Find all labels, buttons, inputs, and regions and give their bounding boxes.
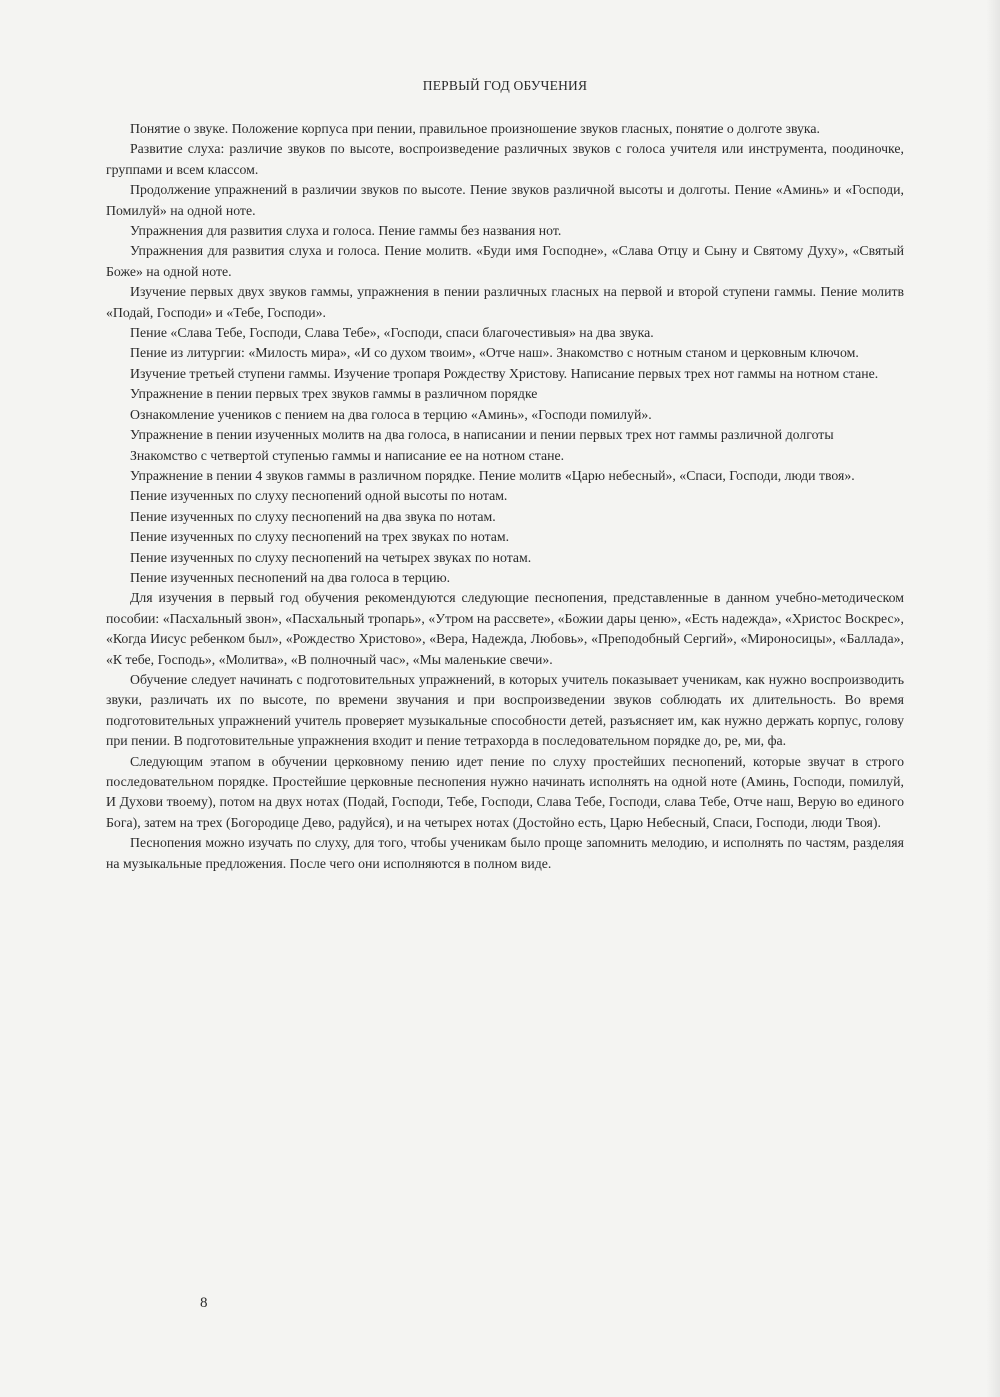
paragraph: Знакомство с четвертой ступенью гаммы и написание ее на нотном стане. [130,447,565,463]
paragraph: Пение изученных по слуху песнопений одной высоты по нотам. [130,488,508,504]
paragraph: Упражнения для развития слуха и голоса. Пение гаммы без названия нот. [130,223,562,239]
page-title: ПЕРВЫЙ ГОД ОБУЧЕНИЯ [422,78,588,93]
paragraph: Упражнение в пении первых трех звуков гаммы в различном порядке [130,386,538,402]
page-number: 8 [200,1295,208,1311]
body-text [106,119,904,874]
paragraph: Пение изученных по слуху песнопений на четырех звуках по нотам. [130,549,532,565]
paragraph: Для изучения в первый год обучения рекомендуются следующие песнопения, представленные в данном учебно-методическом пособии: «Пасхальный звон», «Пасхальный тропарь», «Утром на рассвете», «Божии дары ценю», «Есть надежда», «Христос Воскрес», «Когда Иисус ребенком был», «Рождество Христово», «Вера, Надежда, Любовь», «Преподобный Сергий», «Мироносицы», «Баллада», «К тебе, Господь», «Молитва», «В полночный час», «Мы маленькие свечи». [106,590,904,667]
paragraph: Обучение следует начинать с подготовительных упражнений, в которых учитель показывает ученикам, как нужно воспроизводить звуки, различать их по высоте, по времени звучания и при воспроизведении звуков соблюдать их длительность. Во время подготовительных упражнений учитель проверяет музыкальные способности детей, разъясняет им, как нужно держать корпус, голову при пении. В подготовительные упражнения входит и пение тетрахорда в последовательном порядке до, ре, ми, фа. [106,671,904,749]
paragraph: Пение «Слава Тебе, Господи, Слава Тебе», «Господи, спаси благочестивыя» на два звука. [130,325,654,341]
paragraph: Упражнение в пении изученных молитв на два голоса, в написании и пении первых трех нот гаммы различной долготы [130,427,834,443]
paragraph: Продолжение упражнений в различии звуков по высоте. Пение звуков различной высоты и долготы. Пение «Аминь» и «Господи, Помилуй» на одной ноте. [106,182,904,218]
paragraph: Пение изученных по слуху песнопений на трех звуках по нотам. [130,529,510,545]
paragraph: Изучение первых двух звуков гаммы, упражнения в пении различных гласных на первой и второй ступени гаммы. Пение молитв «Подай, Господи» и «Тебе, Господи». [106,284,904,320]
paragraph: Развитие слуха: различие звуков по высоте, воспроизведение различных звуков с голоса учителя или инструмента, поодиночке, группами и всем классом. [106,141,904,177]
paragraph: Понятие о звуке. Положение корпуса при пении, правильное произношение звуков гласных, понятие о долготе звука. [130,121,820,136]
paragraph: Пение из литургии: «Милость мира», «И со духом твоим», «Отче наш». Знакомство с нотным станом и церковным ключом. [130,345,859,361]
paragraph: Следующим этапом в обучении церковному пению идет пение по слуху простейших песнопений, которые звучат в строго последовательном порядке. Простейшие церковные песнопения нужно начинать исполнять на одной ноте (Аминь, Господи, помилуй, И Духови твоему), потом на двух нотах (Подай, Господи, Тебе, Господи, Слава Тебе, Господи, слава Тебе, Отче наш, Верую во единого Бога), затем на трех (Богородице Дево, радуйся), и на четырех нотах (Достойно есть, Царю Небесный, Спаси, Господи, люди Твоя). [106,753,904,830]
paragraph: Песнопения можно изучать по слуху, для того, чтобы ученикам было проще запомнить мелодию, и исполнять по частям, разделяя на музыкальные предложения. После чего они исполняются в полном виде. [106,835,904,871]
scan-edge-shadow [986,0,1000,1397]
paragraph: Упражнения для развития слуха и голоса. Пение молитв. «Буди имя Господне», «Слава Отцу и Сыну и Святому Духу», «Святый Боже» на одной ноте. [106,243,904,279]
paragraph: Изучение третьей ступени гаммы. Изучение тропаря Рождеству Христову. Написание первых трех нот гаммы на нотном стане. [130,365,879,381]
paragraph: Упражнение в пении 4 звуков гаммы в различном порядке. Пение молитв «Царю небесный», «Спаси, Господи, люди твоя». [130,467,855,483]
paragraph: Пение изученных по слуху песнопений на два звука по нотам. [130,508,496,524]
paragraph: Ознакомление учеников с пением на два голоса в терцию «Аминь», «Господи помилуй». [130,406,652,422]
paragraph: Пение изученных песнопений на два голоса в терцию. [130,569,451,585]
